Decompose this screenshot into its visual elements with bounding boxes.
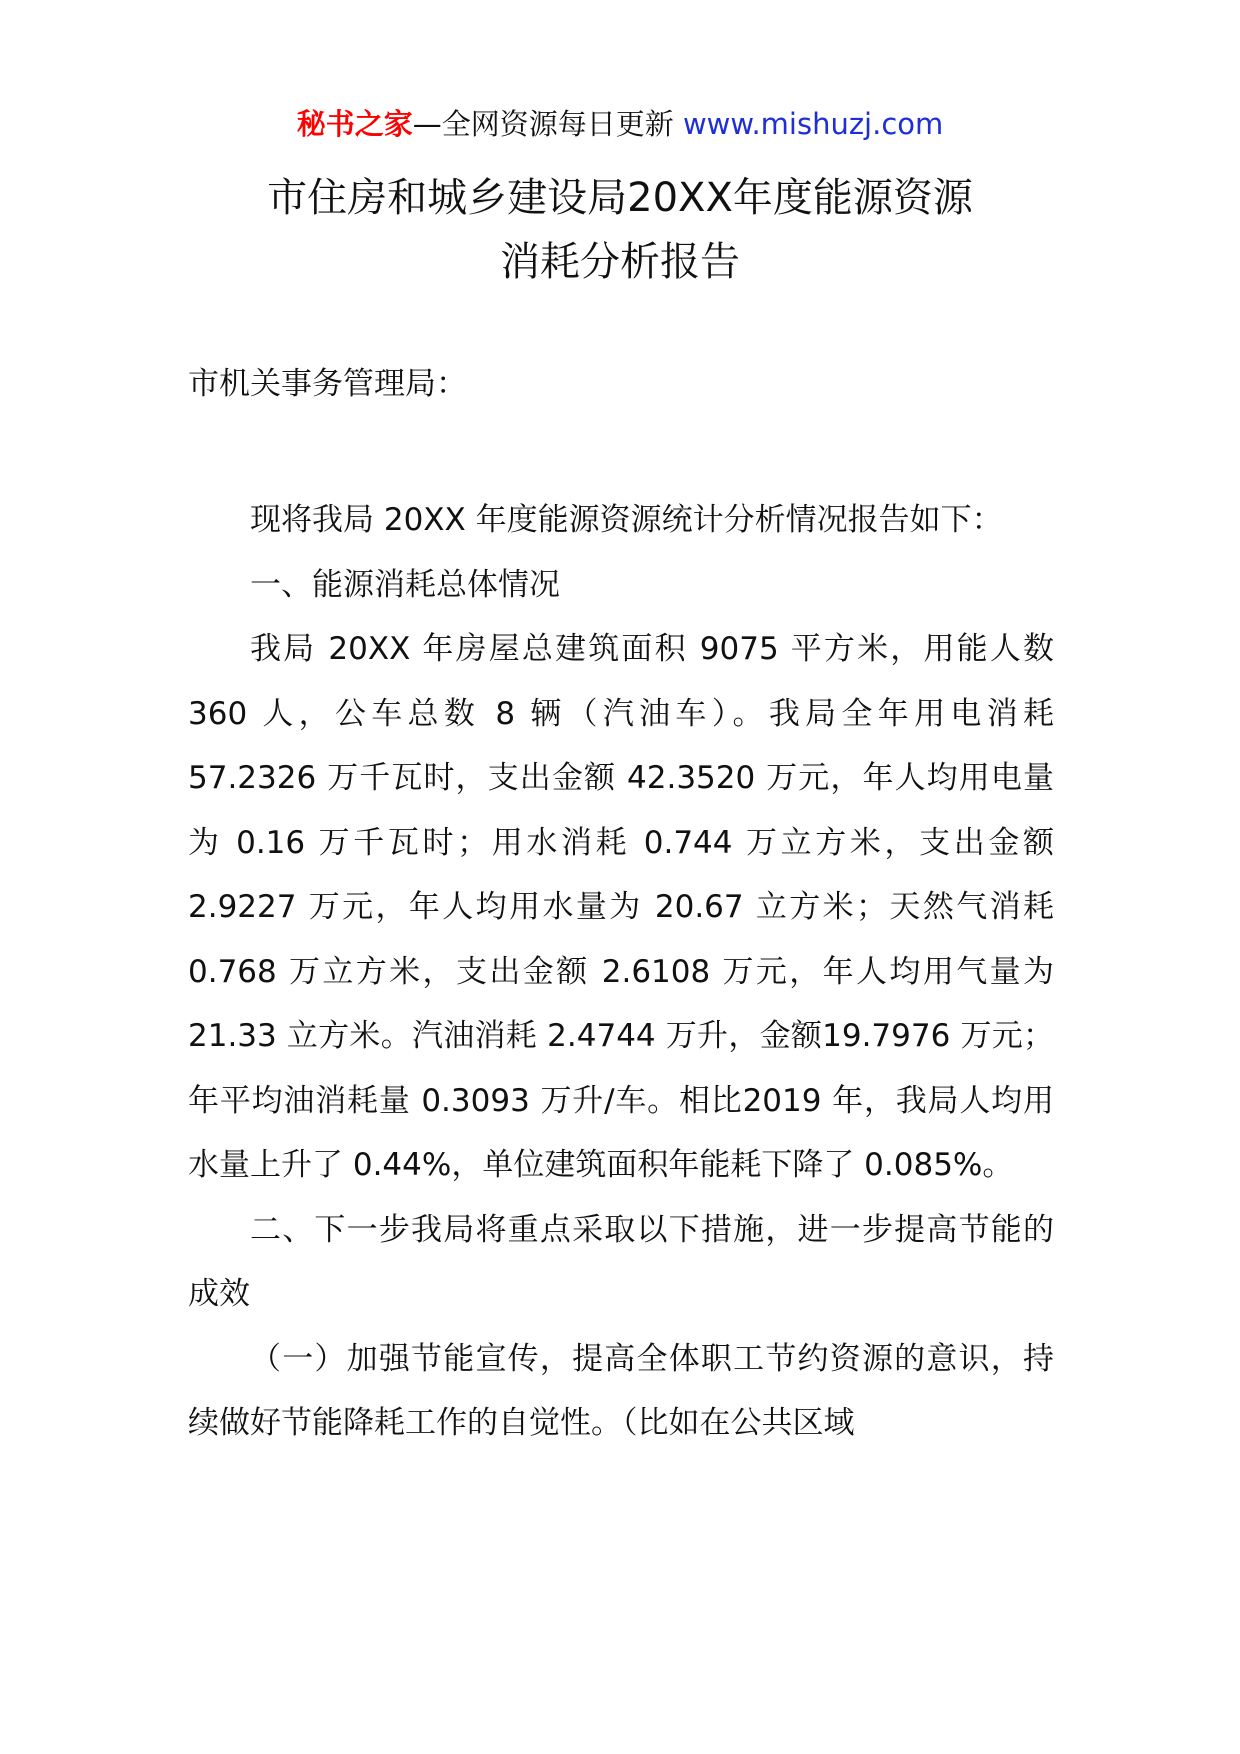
section-heading-1: 一、能源消耗总体情况 bbox=[250, 566, 560, 603]
brand-name: 秘书之家 bbox=[296, 107, 413, 141]
title-line-2: 消耗分析报告 bbox=[500, 239, 740, 285]
document-title bbox=[0, 166, 1240, 294]
measure-paragraph-1: （一）加强节能宣传，提高全体职工节约资源的意识，持续做好节能降耗工作的自觉性。（比如在公共区域 bbox=[188, 1340, 1054, 1441]
site-url-link[interactable]: www.mishuzj.com bbox=[682, 107, 944, 141]
intro-paragraph: 现将我局 20XX 年度能源资源统计分析情况报告如下： bbox=[250, 502, 1003, 538]
title-line-1: 市住房和城乡建设局20XX年度能源资源 bbox=[267, 175, 973, 221]
salutation: 市机关事务管理局： bbox=[188, 366, 467, 402]
header-tagline: —全网资源每日更新 bbox=[412, 107, 674, 141]
energy-overview-paragraph: 我局 20XX 年房屋总建筑面积 9075 平方米，用能人数 360 人，公车总数 8 辆（汽油车）。我局全年用电消耗57.2326 万千瓦时，支出金额 42.3520 万元，年人均用电量为 0.16 万千瓦时；用水消耗 0.744 万立方米，支出金额 2.9227 万元，年人均用水量为 20.67 立方米；天然气消耗 0.768 万立方米，支出金额 2.6108 万元，年人均用气量为 21.33 立方米。汽油消耗 2.4744 万升，金额19.7976 万元；年平均油消耗量 0.3093 万升/车。相比2019 年，我局人均用水量上升了 0.44%，单位建筑面积年能耗下降了 0.085%。 bbox=[188, 631, 1054, 1183]
site-header bbox=[0, 104, 1240, 144]
section-heading-2: 二、下一步我局将重点采取以下措施，进一步提高节能的成效 bbox=[188, 1211, 1054, 1312]
document-body bbox=[188, 488, 1054, 1456]
